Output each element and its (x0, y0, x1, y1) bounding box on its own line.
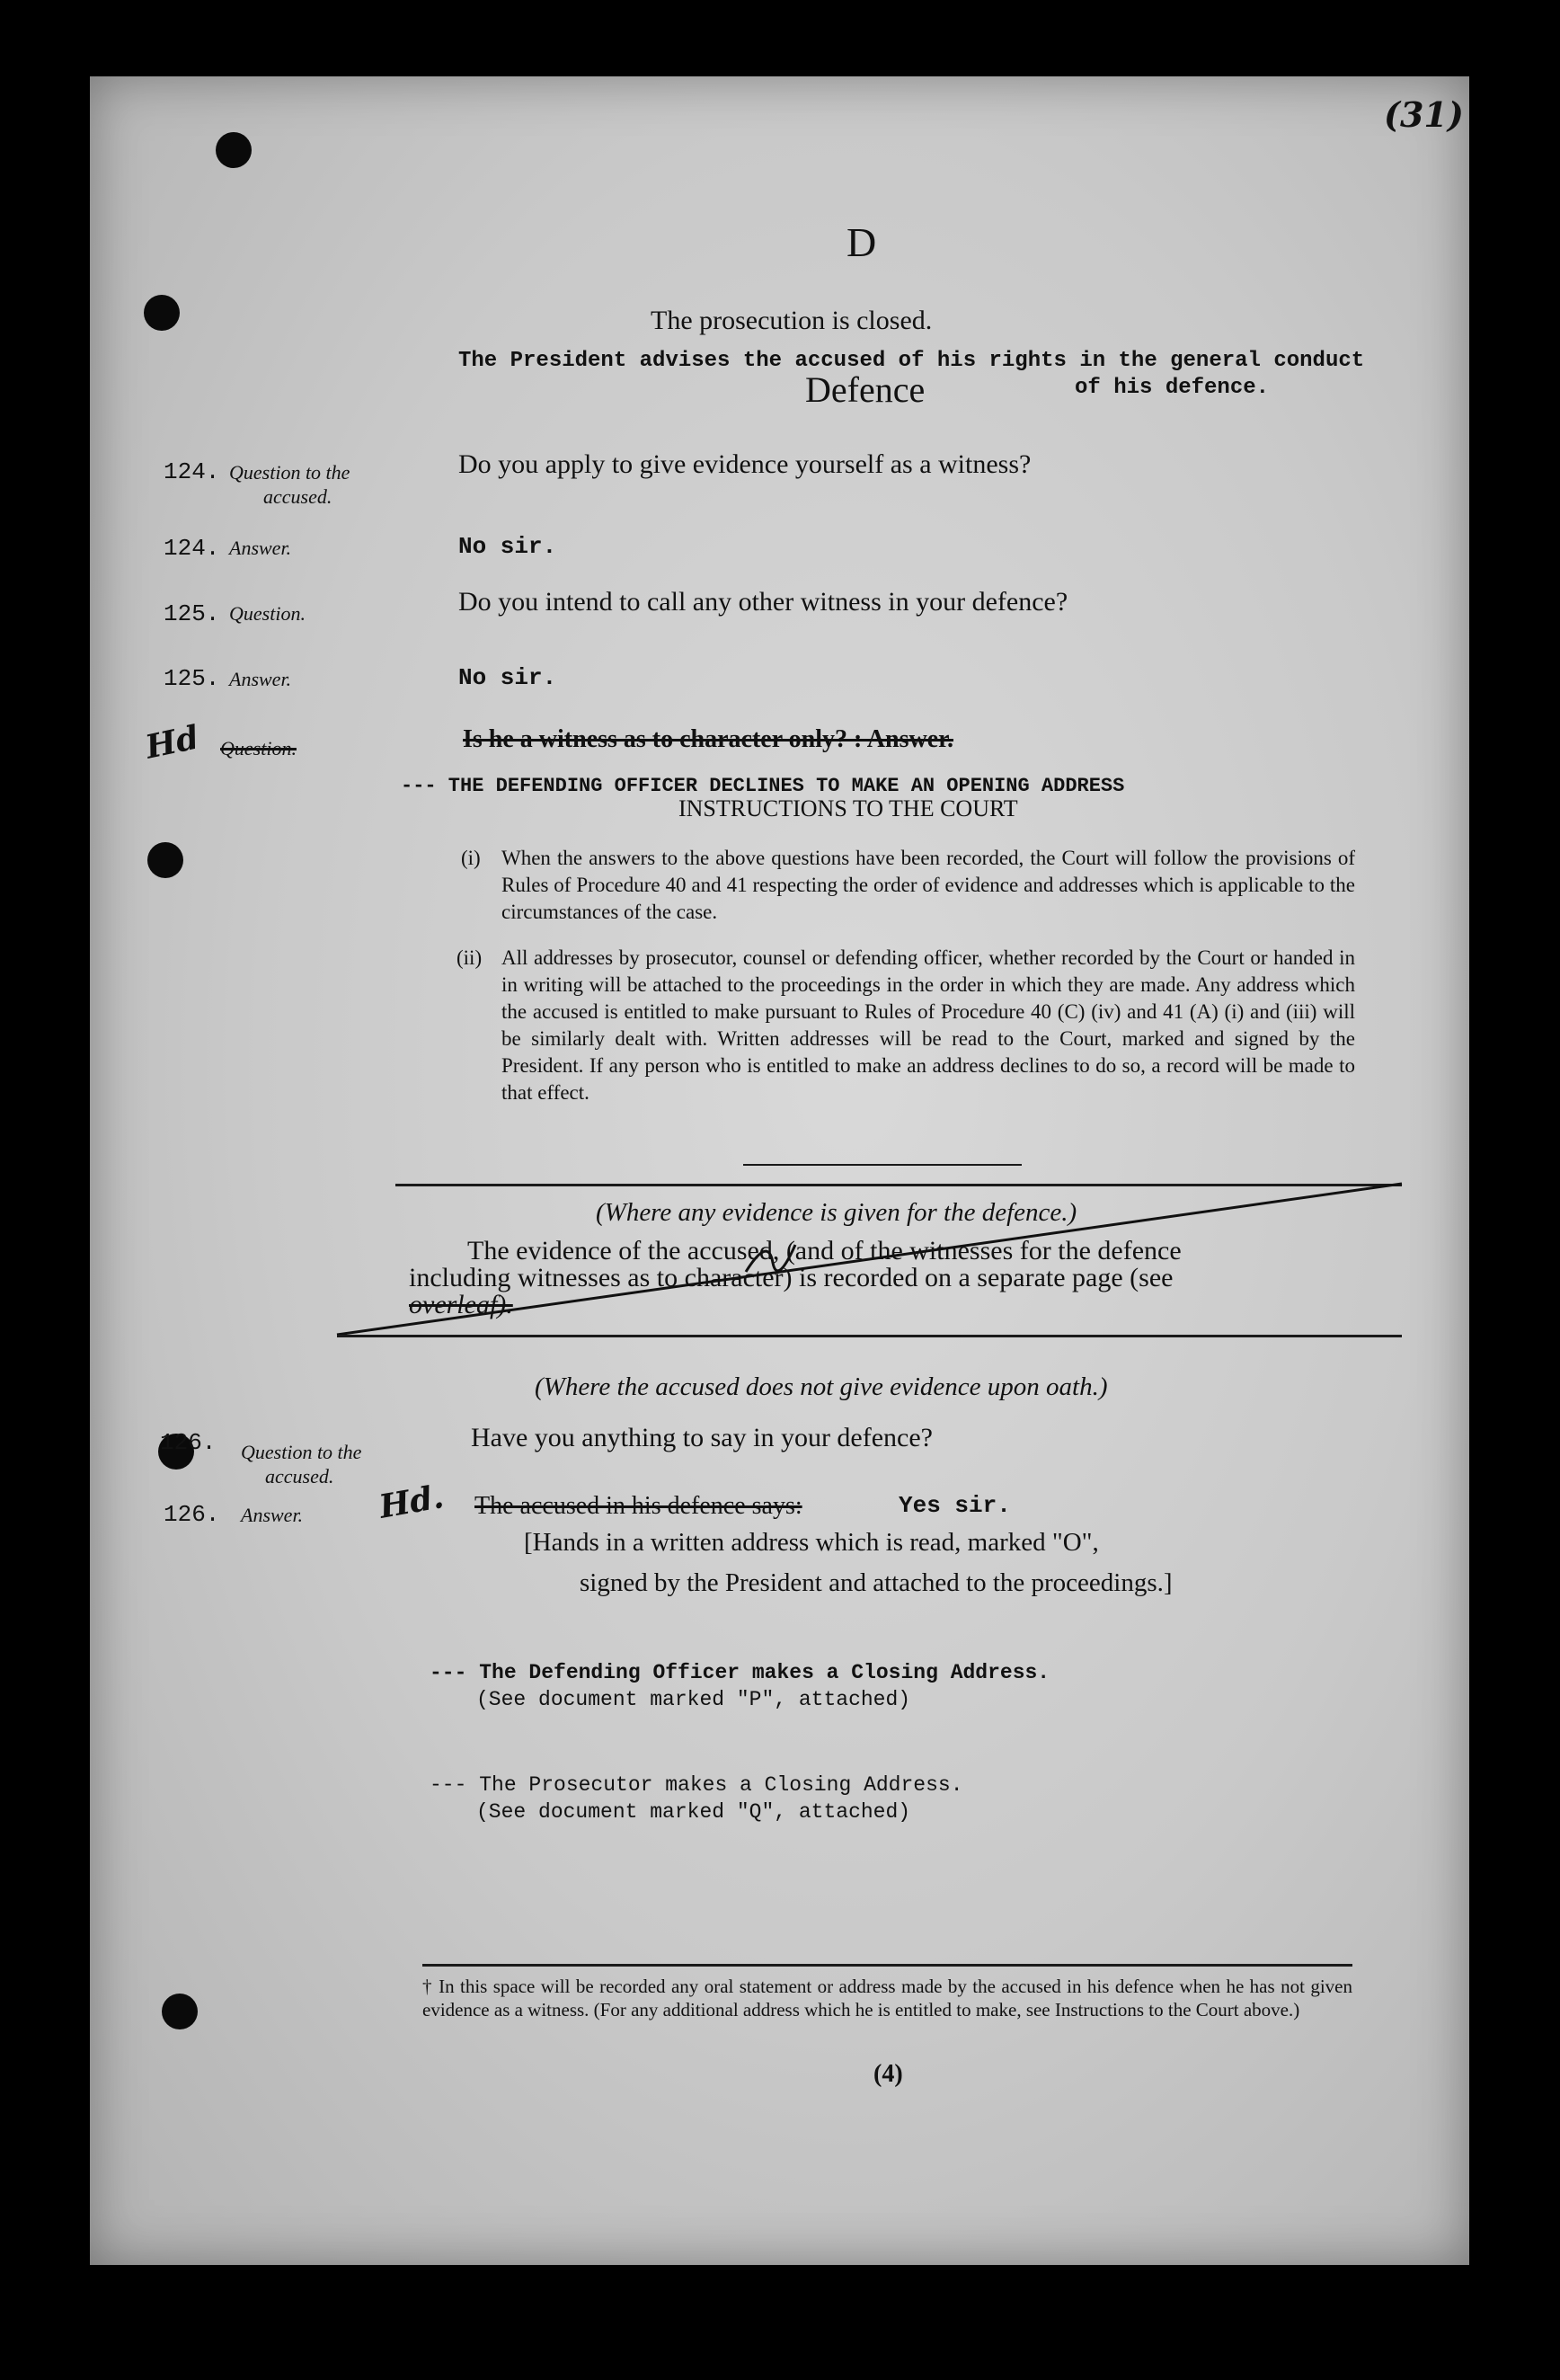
instruction-i: When the answers to the above questions have been recorded, the Court will follow the provisions of Rules of Procedure 40 and 41 respecting the order of evidence and addresses which is applicable to the circumstances of the case. (501, 847, 1355, 923)
row-number: 125. (164, 600, 220, 627)
row-number: 126. (164, 1501, 220, 1528)
row-number: 124. (164, 458, 220, 485)
row-label: Answer. (229, 537, 292, 559)
corner-folio-mark: (31) (1384, 94, 1464, 135)
closing-prosecutor-doc: (See document marked "Q", attached) (476, 1800, 911, 1824)
document-page (90, 76, 1469, 2265)
struck-question-label: Question. (220, 737, 297, 759)
no-oath-heading: (Where the accused does not give evidence upon oath.) (535, 1372, 1108, 1401)
answer-text: Yes sir. (899, 1492, 1011, 1519)
row-label: Answer. (229, 668, 292, 690)
footnote: † In this space will be recorded any oral statement or address made by the accused in his defence when he has not given evidence as a witness. (For any additional address which he is entitled to make, see Instructions to the Court above.) (422, 1976, 1352, 2020)
row-label: Answer. (241, 1504, 304, 1526)
president-advises: The President advises the accused of his rights in the general conduct (458, 349, 1365, 373)
question-text: Have you anything to say in your defence? (471, 1423, 933, 1452)
struck-answer-prefix: The accused in his defence says: (474, 1492, 802, 1520)
row-number: 124. (164, 535, 220, 562)
hands-in-line-1: [Hands in a written address which is read, marked "O", (524, 1528, 1099, 1557)
page-number: (4) (873, 2060, 903, 2088)
question-text: Do you apply to give evidence yourself as a witness? (458, 449, 1032, 479)
answer-text: No sir. (458, 664, 557, 691)
defence-heading: Defence (805, 369, 926, 410)
handwritten-initials: Hd (142, 718, 202, 767)
row-label-cont: accused. (265, 1465, 334, 1488)
footnote-divider (422, 1964, 1352, 1967)
row-label: Question to the (229, 461, 350, 484)
row-label: Question. (229, 602, 306, 625)
answer-text: No sir. (458, 533, 557, 560)
handwritten-initials: Hd. (376, 1478, 447, 1526)
row-number: 125. (164, 665, 220, 692)
closing-defending-doc: (See document marked "P", attached) (476, 1688, 911, 1711)
row-number: 126. (160, 1429, 217, 1456)
struck-question-text: Is he a witness as to character only? : Answer. (463, 725, 953, 753)
punch-hole (162, 1994, 198, 2029)
instruction-ii: All addresses by prosecutor, counsel or defending officer, whether recorded by the Court or handed in in writing will be attached to the proceedings in the order in which they are made. Any address which the accused is entitled to make pursuant to Rules of Procedure 40 (C) (iv) and 41 (A) (i) and (iii) will be similarly dealt with. Written addresses will be read to the Court, marked and signed by the President. If any person who is entitled to make an address declines to do so, a record will be made to that effect. (501, 946, 1355, 1104)
section-divider (337, 1335, 1402, 1337)
section-letter: D (846, 219, 877, 265)
instructions-heading: INSTRUCTIONS TO THE COURT (678, 795, 1018, 821)
closing-prosecutor: --- The Prosecutor makes a Closing Address. (430, 1773, 963, 1797)
defending-officer-declines: --- THE DEFENDING OFFICER DECLINES TO MAKE AN OPENING ADDRESS (401, 775, 1125, 797)
question-text: Do you intend to call any other witness in your defence? (458, 587, 1068, 617)
evidence-line-2: including witnesses as to character) is recorded on a separate page (see (409, 1263, 1174, 1292)
prosecution-closed: The prosecution is closed. (651, 306, 933, 335)
row-label-cont: accused. (263, 485, 332, 508)
hands-in-line-2: signed by the President and attached to the proceedings.] (580, 1568, 1173, 1597)
instruction-i-number: (i) (461, 847, 481, 869)
closing-defending: --- The Defending Officer makes a Closing Address. (430, 1661, 1050, 1684)
instruction-ii-number: (ii) (456, 946, 483, 969)
diagonal-cross-out (90, 76, 1469, 1353)
evidence-given-heading: (Where any evidence is given for the defence.) (596, 1198, 1077, 1227)
evidence-line-3: overleaf). (409, 1290, 513, 1319)
president-advises-cont: of his defence. (1075, 376, 1270, 400)
evidence-line-1: The evidence of the accused, (and of the witnesses for the defence (467, 1236, 1182, 1265)
row-label: Question to the (241, 1441, 362, 1463)
